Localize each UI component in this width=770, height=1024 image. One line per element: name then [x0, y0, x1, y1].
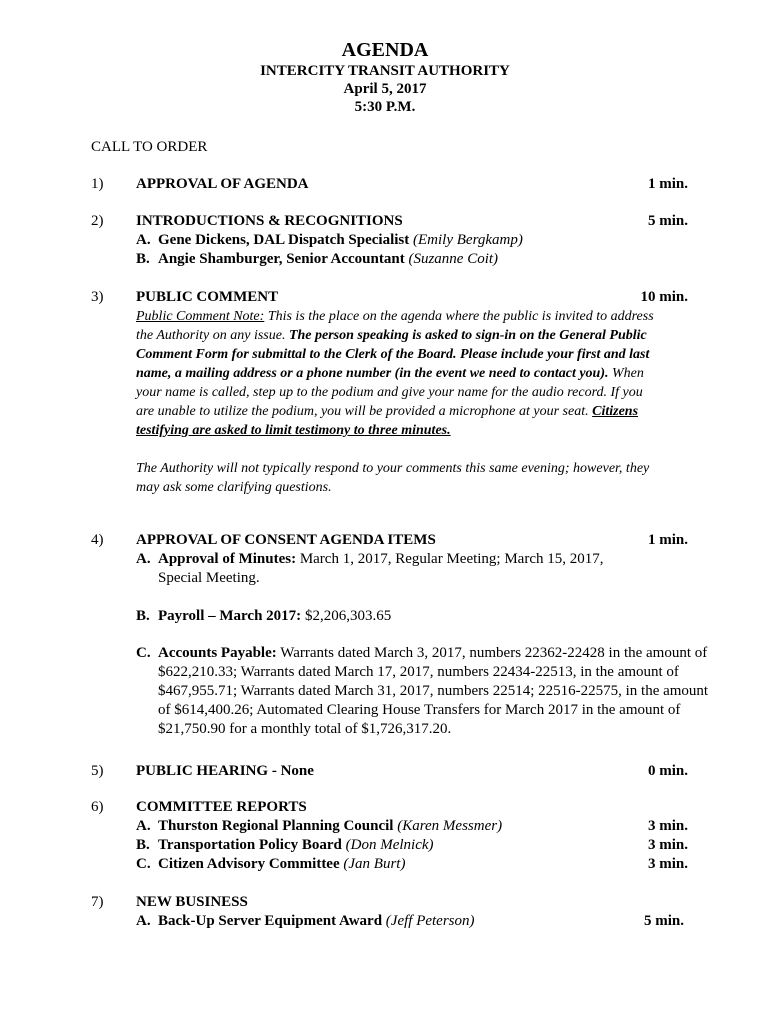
item-number: 5) — [91, 763, 104, 779]
call-to-order: CALL TO ORDER — [91, 139, 208, 155]
sub-item-b — [136, 250, 646, 269]
presenter: (Don Melnick) — [345, 837, 434, 853]
sub-item-a-time: 5 min. — [643, 913, 684, 929]
meeting-date: April 5, 2017 — [343, 81, 427, 97]
sub-letter: A. — [136, 913, 151, 929]
sub-letter: B. — [136, 837, 150, 853]
item-time: 1 min. — [647, 532, 688, 548]
sub-item-b — [136, 607, 696, 626]
sub-text: March 1, 2017, Regular Meeting; March 15, 2017, Special Meeting. — [158, 551, 604, 586]
item-number: 2) — [91, 213, 104, 229]
sub-item-c — [136, 644, 718, 739]
testimony-limit: Citizens testifying are asked to limit testimony to three minutes. — [136, 404, 639, 438]
committee-name: Citizen Advisory Committee — [158, 856, 340, 872]
agenda-header — [0, 38, 770, 116]
item-time: 0 min. — [647, 763, 688, 779]
sub-letter: C. — [136, 856, 151, 872]
sub-letter: C. — [136, 645, 151, 661]
item-time: 10 min. — [640, 289, 688, 305]
presenter: (Jeff Peterson) — [385, 913, 475, 929]
organization-name: INTERCITY TRANSIT AUTHORITY — [260, 63, 510, 79]
sub-letter: A. — [136, 818, 151, 834]
sub-item-c — [136, 855, 646, 874]
sub-letter: A. — [136, 551, 151, 567]
honoree-name: Angie Shamburger, Senior Accountant — [158, 251, 405, 267]
sub-item-a-time: 3 min. — [647, 818, 688, 834]
item-title: NEW BUSINESS — [136, 894, 248, 910]
business-item-name: Back-Up Server Equipment Award — [158, 913, 383, 929]
note-text-2: When your name is called, step up to the podium and give your name for the audio record. If you are unable to utilize the podium, you will be provided a microphone at your seat. — [136, 366, 644, 419]
sub-item-c-time: 3 min. — [647, 856, 688, 872]
meeting-time: 5:30 P.M. — [354, 99, 416, 115]
item-title: APPROVAL OF CONSENT AGENDA ITEMS — [136, 532, 436, 548]
item-number: 4) — [91, 532, 104, 548]
presenter: (Jan Burt) — [343, 856, 406, 872]
committee-name: Transportation Policy Board — [158, 837, 342, 853]
item-title: COMMITTEE REPORTS — [136, 799, 307, 815]
presenter: (Emily Bergkamp) — [413, 232, 523, 248]
sub-item-a — [136, 231, 646, 250]
note-text: This is the place on the agenda where the public is invited to address the Authority on any issue. — [136, 309, 654, 343]
sub-item-b-time: 3 min. — [647, 837, 688, 853]
note-bold-text: The person speaking is asked to sign-in on the General Public Comment Form for submittal to the Clerk of the Board. Please include your first and last name, a mailing address or a phone number (in the event we need to contact you). — [136, 328, 650, 381]
sub-item-a — [136, 817, 646, 836]
public-comment-note — [136, 307, 656, 440]
sub-item-b — [136, 836, 646, 855]
item-title: PUBLIC HEARING - None — [136, 763, 314, 779]
item-time: 1 min. — [647, 176, 688, 192]
item-number: 3) — [91, 289, 104, 305]
item-number: 1) — [91, 176, 104, 192]
sub-item-a — [136, 550, 648, 588]
sub-letter: A. — [136, 232, 151, 248]
item-title: PUBLIC COMMENT — [136, 289, 279, 305]
response-note: The Authority will not typically respond to your comments this same evening; however, they may ask some clarifying questions. — [136, 461, 650, 495]
item-title: APPROVAL OF AGENDA — [136, 176, 309, 192]
item-number: 6) — [91, 799, 104, 815]
honoree-name: Gene Dickens, DAL Dispatch Specialist — [158, 232, 410, 248]
presenter: (Suzanne Coit) — [408, 251, 499, 267]
sub-letter: B. — [136, 251, 150, 267]
item-number: 7) — [91, 894, 104, 910]
sub-text: $2,206,303.65 — [304, 608, 392, 624]
presenter: (Karen Messmer) — [397, 818, 503, 834]
sub-label: Approval of Minutes: — [158, 551, 297, 567]
sub-text: Warrants dated March 3, 2017, numbers 22362-22428 in the amount of $622,210.33; Warrants dated March 17, 2017, numbers 22434-22513, in the amount of $467,955.71; Warrants dated March 31, 2017, numbers 22514; 22516-22575, in the amount of $614,400.26; Automated Clearing House Transfers for March 2017 in the amount of $21,750.90 for a monthly total of $1,726,317.20. — [158, 645, 709, 737]
sub-label: Accounts Payable: — [158, 645, 277, 661]
sub-label: Payroll – March 2017: — [158, 608, 302, 624]
note-label: Public Comment Note: — [136, 309, 265, 324]
item-time: 5 min. — [647, 213, 688, 229]
sub-letter: B. — [136, 608, 150, 624]
page-title: AGENDA — [341, 39, 429, 61]
sub-item-a — [136, 912, 646, 931]
committee-name: Thurston Regional Planning Council — [158, 818, 394, 834]
item-title: INTRODUCTIONS & RECOGNITIONS — [136, 213, 403, 229]
